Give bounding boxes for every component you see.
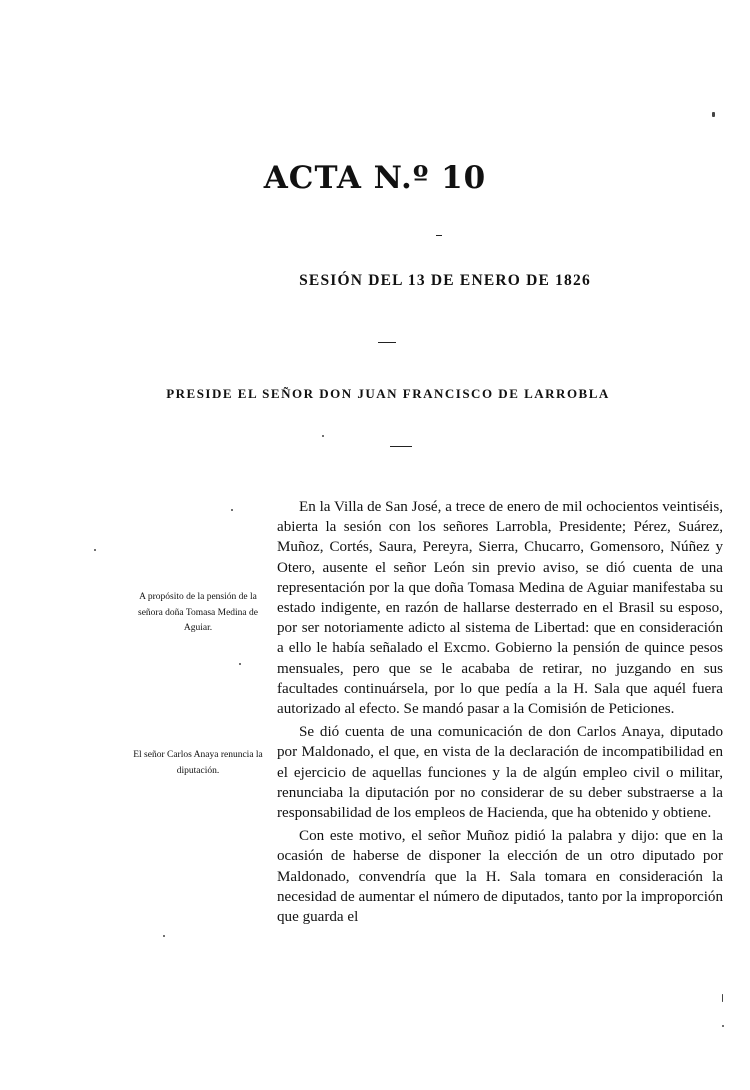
paragraph: Con este motivo, el señor Muñoz pidió la palabra y dijo: que en la ocasión de haberse de disponer la elección de un otro diputado por Maldonado, convendría que la H. Sala tomara en consideración la necesidad de aumentar el número de diputados, tanto por la improporción que guarda el [277, 828, 723, 926]
paragraph: En la Villa de San José, a trece de enero de mil ochocientos veintiséis, abierta la sesión con los señores Larrobla, Presidente; Pérez, Suárez, Muñoz, Cortés, Saura, Pereyra, Sierra, Chucarro, Gomensoro, Núñez y Otero, ausente el señor León sin previo aviso, se dió cuenta de una representación por la que doña Tomasa Medina de Aguiar manifestaba su estado indigente, en razón de hallarse desterrado en el Brasil su esposo, por ser notoriamente adicto al sistema de Libertad: que en consideración a ello le había señalado el Excmo. Gobierno la pensión de quince pesos mensuales, pero que se le acababa de retirar, no juzgando en sus facultades continuársela, por lo que pedía a la H. Sala que aquél fuera autorizado al efecto. Se mandó pasar a la Comisión de Peticiones. [277, 499, 723, 718]
speck-mark [722, 1025, 724, 1027]
margin-note-anaya: El señor Carlos Anaya renuncia la diputación. [133, 750, 263, 776]
speck-mark [722, 994, 723, 1002]
margin-note-pension: A propósito de la pensión de la señora doña Tomasa Medina de Aguiar. [138, 592, 258, 633]
speck-mark [322, 435, 324, 437]
separator-dash [436, 235, 442, 236]
speck-mark [231, 509, 233, 511]
speck-mark [94, 549, 96, 551]
preside-title: PRESIDE EL SEÑOR DON JUAN FRANCISCO DE LARROBLA [166, 386, 610, 401]
speck-mark [239, 663, 241, 665]
act-title: ACTA N.º 10 [263, 160, 487, 196]
separator-dash [378, 342, 396, 343]
speck-mark [712, 112, 715, 117]
session-title: SESIÓN DEL 13 DE ENERO DE 1826 [299, 272, 591, 289]
speck-mark [163, 935, 165, 937]
paragraph: Se dió cuenta de una comunicación de don Carlos Anaya, diputado por Maldonado, el que, en vista de la declaración de incompatibilidad en el ejercicio de aquellas funciones y la de algún empleo civil o militar, renunciaba la diputación por no considerar de su deber substraerse a la responsabilidad de los empleos de Hacienda, que ha obtenido y obtiene. [277, 724, 723, 822]
main-text [277, 497, 723, 927]
separator-dash [390, 446, 412, 447]
